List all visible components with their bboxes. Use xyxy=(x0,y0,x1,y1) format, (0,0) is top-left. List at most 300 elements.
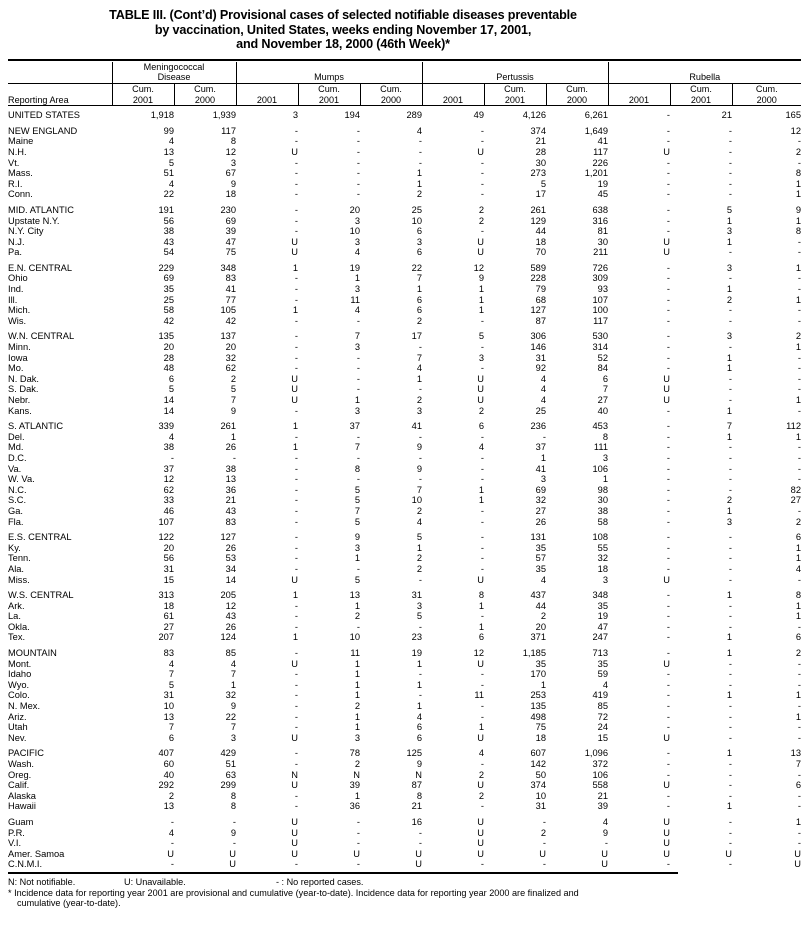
row-cell: 3 xyxy=(416,236,422,247)
row-cell: 51 xyxy=(163,168,174,179)
row-cell: 2 xyxy=(795,331,801,342)
row-cell: - xyxy=(728,732,732,743)
sub-line2: 2001 xyxy=(132,94,154,105)
row-cell: 6 xyxy=(795,532,801,543)
row-area-label: Minn. xyxy=(8,342,31,353)
row-cell: 28 xyxy=(163,352,174,363)
row-cell: 1,918 xyxy=(150,110,174,121)
row-area-label: Kans. xyxy=(8,405,32,416)
row-cell: U xyxy=(291,816,298,827)
row-cell: 6 xyxy=(416,722,422,733)
row-cell: 72 xyxy=(597,711,608,722)
row-cell: 2 xyxy=(354,759,360,769)
row-cell: 6 xyxy=(478,421,484,432)
table-row xyxy=(8,363,801,374)
sub-line1: Cum. xyxy=(690,83,712,94)
row-cell: 38 xyxy=(163,226,174,237)
row-cell: - xyxy=(418,827,422,838)
row-cell: - xyxy=(797,658,801,669)
row-area-label: C.N.M.I. xyxy=(8,859,43,870)
row-cell: - xyxy=(797,315,801,326)
table-row xyxy=(8,189,801,200)
row-cell: 10 xyxy=(349,226,360,237)
row-cell: 21 xyxy=(411,801,422,812)
row-cell: 6 xyxy=(795,632,801,643)
row-area-label: W.S. CENTRAL xyxy=(8,590,74,601)
row-cell: 4 xyxy=(416,125,422,136)
row-cell: 314 xyxy=(592,342,608,353)
row-cell: 27 xyxy=(597,395,608,405)
sub-line2: 2001 xyxy=(256,94,278,105)
row-cell: 10 xyxy=(535,790,546,801)
row-cell: 7 xyxy=(354,442,360,453)
row-cell: 1 xyxy=(354,553,360,564)
row-cell: 1 xyxy=(292,442,298,453)
row-cell: 6 xyxy=(416,226,422,237)
row-cell: - xyxy=(170,452,174,463)
row-cell: 41 xyxy=(535,463,546,474)
table-row xyxy=(8,464,801,475)
row-cell: 84 xyxy=(597,363,608,374)
row-cell: - xyxy=(294,294,298,305)
row-cell: 19 xyxy=(597,178,608,189)
row-cell: 1 xyxy=(795,711,801,722)
row-cell: - xyxy=(666,679,670,690)
table-row xyxy=(8,158,801,169)
group-header-blank xyxy=(8,62,112,84)
row-area-label: N. Mex. xyxy=(8,701,41,712)
row-cell: 4 xyxy=(540,384,546,395)
row-cell: 13 xyxy=(349,590,360,601)
row-cell: 106 xyxy=(592,769,608,780)
row-cell: 43 xyxy=(225,611,236,622)
row-cell: 247 xyxy=(592,632,608,643)
row-cell: 4 xyxy=(354,305,360,316)
row-cell: U xyxy=(477,247,484,258)
table-row xyxy=(8,237,801,248)
row-cell: - xyxy=(480,859,484,870)
row-cell: 13 xyxy=(163,801,174,812)
row-cell: 15 xyxy=(597,732,608,743)
table-row xyxy=(8,353,801,364)
row-area-label: N.Y. City xyxy=(8,226,44,237)
row-cell: - xyxy=(666,226,670,237)
row-cell: 1 xyxy=(726,505,732,516)
row-cell: - xyxy=(418,157,422,168)
table-row xyxy=(8,205,801,216)
row-cell: 107 xyxy=(592,294,608,305)
row-cell: 25 xyxy=(163,294,174,305)
row-cell: 9 xyxy=(795,204,801,215)
row-cell: 38 xyxy=(225,463,236,474)
row-cell: 230 xyxy=(220,204,236,215)
row-cell: - xyxy=(356,384,360,395)
row-cell: - xyxy=(797,838,801,849)
row-cell: - xyxy=(666,168,670,179)
row-cell: U xyxy=(477,395,484,405)
row-area-label: Utah xyxy=(8,722,28,733)
row-cell: 5 xyxy=(478,331,484,342)
row-cell: 11 xyxy=(474,690,484,701)
row-cell: - xyxy=(728,859,732,870)
row-cell: 38 xyxy=(597,505,608,516)
title-line-3: and November 18, 2000 (46th Week)* xyxy=(236,37,450,52)
sub-line1: Cum. xyxy=(755,83,778,94)
row-cell: - xyxy=(666,262,670,273)
sub-line2: 2001 xyxy=(690,94,712,105)
footnote-keys xyxy=(8,877,678,887)
row-cell: 7 xyxy=(602,384,608,395)
row-cell: 5 xyxy=(168,679,174,690)
row-cell: 85 xyxy=(597,701,608,712)
row-cell: - xyxy=(480,178,484,189)
row-cell: 81 xyxy=(597,226,608,237)
row-cell: 122 xyxy=(158,532,174,543)
row-cell: 1 xyxy=(292,421,298,432)
row-cell: - xyxy=(604,838,608,849)
row-cell: 4 xyxy=(354,247,360,258)
row-cell: 14 xyxy=(163,405,174,416)
row-cell: 1 xyxy=(726,648,732,659)
row-cell: U xyxy=(291,373,298,384)
row-cell: 82 xyxy=(790,484,801,495)
row-cell: 40 xyxy=(597,405,608,416)
row-cell: 6 xyxy=(416,305,422,316)
row-cell: 8 xyxy=(795,168,801,179)
row-cell: - xyxy=(728,790,732,801)
row-cell: 146 xyxy=(530,342,546,353)
row-cell: 37 xyxy=(349,421,360,432)
row-cell: 3 xyxy=(416,600,422,611)
row-cell: 306 xyxy=(530,331,546,342)
row-cell: U xyxy=(353,848,360,859)
row-cell: 46 xyxy=(163,505,174,516)
row-cell: 25 xyxy=(535,405,546,416)
group-header-pertussis xyxy=(422,62,608,84)
table-row xyxy=(8,859,801,870)
table-row xyxy=(8,553,801,564)
row-cell: 3 xyxy=(354,284,360,295)
row-cell: 2 xyxy=(354,701,360,712)
row-cell: 8 xyxy=(230,790,236,801)
row-cell: 10 xyxy=(411,215,422,226)
row-cell: - xyxy=(232,452,236,463)
row-cell: 62 xyxy=(163,484,174,495)
row-cell: 62 xyxy=(225,363,236,374)
row-cell: - xyxy=(418,838,422,849)
table-row xyxy=(8,543,801,554)
row-cell: - xyxy=(797,463,801,474)
row-cell: 2 xyxy=(726,495,732,506)
table-row xyxy=(8,442,801,453)
row-cell: 68 xyxy=(535,294,546,305)
row-cell: U xyxy=(663,658,670,669)
row-cell: - xyxy=(728,621,732,632)
row-cell: 32 xyxy=(225,352,236,363)
table-row xyxy=(8,179,801,190)
row-cell: - xyxy=(294,125,298,136)
row-cell: - xyxy=(666,405,670,416)
table-row xyxy=(8,432,801,443)
row-cell: 12 xyxy=(473,648,484,659)
row-cell: 3 xyxy=(726,226,732,237)
row-cell: 313 xyxy=(158,590,174,601)
row-cell: 5 xyxy=(540,178,546,189)
row-cell: 8 xyxy=(602,431,608,442)
row-cell: 69 xyxy=(163,273,174,284)
row-cell: 8 xyxy=(795,226,801,237)
row-cell: 1 xyxy=(726,215,732,226)
footnote-star xyxy=(8,888,678,909)
row-cell: 339 xyxy=(158,421,174,432)
row-area-label: Mont. xyxy=(8,658,32,669)
row-cell: 4 xyxy=(416,363,422,374)
row-cell: 1 xyxy=(795,542,801,553)
row-cell: - xyxy=(542,838,546,849)
row-area-label: D.C. xyxy=(8,452,27,463)
table-row xyxy=(8,263,801,274)
row-cell: 1 xyxy=(416,701,422,712)
table-row xyxy=(8,331,801,342)
footnote-star-cont: cumulative (year-to-date). xyxy=(17,898,121,909)
row-cell: - xyxy=(294,516,298,527)
column-header-rubella-cum-2000 xyxy=(732,84,801,106)
row-cell: - xyxy=(666,690,670,701)
row-cell: - xyxy=(542,859,546,870)
row-cell: U xyxy=(663,838,670,849)
row-cell: 77 xyxy=(225,294,236,305)
row-cell: 8 xyxy=(416,790,422,801)
row-cell: - xyxy=(294,679,298,690)
row-cell: U xyxy=(794,859,801,870)
row-cell: 371 xyxy=(530,632,546,643)
group-header-rubella xyxy=(608,62,801,84)
row-cell: - xyxy=(666,505,670,516)
row-area-label: S.C. xyxy=(8,495,27,506)
row-cell: - xyxy=(666,563,670,574)
row-cell: - xyxy=(666,532,670,543)
row-cell: 3 xyxy=(354,342,360,353)
row-cell: 31 xyxy=(163,690,174,701)
row-area-label: MID. ATLANTIC xyxy=(8,204,74,215)
row-cell: - xyxy=(666,342,670,353)
row-cell: 207 xyxy=(158,632,174,643)
row-cell: 31 xyxy=(411,590,422,601)
row-cell: 6,261 xyxy=(584,110,608,121)
row-cell: 1 xyxy=(416,658,422,669)
row-cell: 59 xyxy=(597,669,608,680)
row-cell: 32 xyxy=(535,495,546,506)
table-row xyxy=(8,284,801,295)
table-row xyxy=(8,126,801,137)
table-row xyxy=(8,817,801,828)
row-cell: 2 xyxy=(416,395,422,405)
row-cell: U xyxy=(291,732,298,743)
row-cell: - xyxy=(480,463,484,474)
table-row xyxy=(8,305,801,316)
row-cell: 165 xyxy=(785,110,801,121)
row-cell: - xyxy=(232,838,236,849)
row-cell: U xyxy=(663,236,670,247)
row-cell: - xyxy=(480,474,484,485)
row-area-label: S. ATLANTIC xyxy=(8,421,64,432)
row-cell: - xyxy=(480,669,484,680)
row-cell: - xyxy=(797,801,801,812)
row-cell: U xyxy=(291,658,298,669)
row-cell: - xyxy=(797,157,801,168)
row-area-label: Calif. xyxy=(8,780,30,791)
row-cell: - xyxy=(294,648,298,659)
footnotes xyxy=(8,877,678,909)
row-cell: - xyxy=(170,859,174,870)
row-area-label: Nebr. xyxy=(8,395,31,405)
row-cell: - xyxy=(356,859,360,870)
row-cell: 21 xyxy=(225,495,236,506)
row-cell: 2 xyxy=(478,204,484,215)
row-cell: - xyxy=(294,226,298,237)
row-cell: 211 xyxy=(593,247,608,258)
row-cell: 3 xyxy=(354,732,360,743)
row-cell: 35 xyxy=(163,284,174,295)
table-row xyxy=(8,669,801,680)
row-cell: 47 xyxy=(597,621,608,632)
row-cell: - xyxy=(294,600,298,611)
row-cell: 8 xyxy=(354,463,360,474)
row-cell: - xyxy=(728,484,732,495)
row-cell: 437 xyxy=(530,590,546,601)
row-cell: - xyxy=(294,431,298,442)
table-row xyxy=(8,770,801,781)
table-row xyxy=(8,680,801,691)
row-cell: U xyxy=(663,146,670,157)
row-cell: - xyxy=(797,405,801,416)
row-cell: - xyxy=(797,384,801,395)
row-cell: 5 xyxy=(354,516,360,527)
row-area-label: Ind. xyxy=(8,284,24,295)
row-cell: 7 xyxy=(230,395,236,405)
row-cell: 98 xyxy=(597,484,608,495)
row-cell: - xyxy=(666,621,670,632)
row-cell: - xyxy=(294,553,298,564)
row-cell: 111 xyxy=(593,442,608,453)
row-cell: - xyxy=(356,315,360,326)
row-cell: 33 xyxy=(163,495,174,506)
row-cell: 1 xyxy=(726,352,732,363)
row-cell: 13 xyxy=(225,474,236,485)
row-cell: - xyxy=(728,769,732,780)
row-area-label: N. Dak. xyxy=(8,373,39,384)
row-cell: - xyxy=(666,484,670,495)
row-cell: - xyxy=(418,136,422,147)
row-cell: U xyxy=(477,384,484,395)
row-cell: 4 xyxy=(540,373,546,384)
row-cell: 42 xyxy=(225,315,236,326)
row-cell: 30 xyxy=(597,236,608,247)
row-cell: 83 xyxy=(163,648,174,659)
row-cell: - xyxy=(356,168,360,179)
row-cell: - xyxy=(294,463,298,474)
row-cell: 17 xyxy=(411,331,422,342)
row-cell: 1 xyxy=(795,262,801,273)
row-cell: 20 xyxy=(349,204,360,215)
row-cell: U xyxy=(477,373,484,384)
row-cell: - xyxy=(480,532,484,543)
row-area-label: Idaho xyxy=(8,669,32,680)
row-cell: - xyxy=(666,136,670,147)
row-cell: - xyxy=(728,658,732,669)
row-cell: 1 xyxy=(726,801,732,812)
row-cell: 6 xyxy=(168,373,174,384)
column-header-pertussis-2001 xyxy=(422,84,484,106)
row-cell: 8 xyxy=(478,590,484,601)
table-row xyxy=(8,632,801,643)
row-cell: 3 xyxy=(602,574,608,585)
row-cell: - xyxy=(480,168,484,179)
row-cell: 41 xyxy=(225,284,236,295)
table-row xyxy=(8,780,801,791)
row-cell: U xyxy=(291,827,298,838)
table-row xyxy=(8,485,801,496)
row-area-label: Nev. xyxy=(8,732,27,743)
row-cell: 4 xyxy=(795,563,801,574)
row-area-label: Miss. xyxy=(8,574,30,585)
row-cell: - xyxy=(294,701,298,712)
row-cell: 3 xyxy=(354,405,360,416)
row-cell: - xyxy=(666,632,670,643)
row-cell: 1 xyxy=(795,342,801,353)
row-cell: 4 xyxy=(168,136,174,147)
row-cell: - xyxy=(418,146,422,157)
row-cell: N xyxy=(415,769,422,780)
row-cell: 229 xyxy=(158,262,174,273)
row-cell: U xyxy=(663,848,670,859)
group-header-mumps xyxy=(236,62,422,84)
footnote-dash: - : No reported cases. xyxy=(276,876,364,887)
row-cell: 6 xyxy=(416,247,422,258)
row-cell: - xyxy=(666,125,670,136)
sub-line1: Cum. xyxy=(132,83,154,94)
row-cell: - xyxy=(666,273,670,284)
row-cell: 429 xyxy=(220,748,236,759)
row-cell: 374 xyxy=(530,780,546,791)
table-row xyxy=(8,342,801,353)
row-cell: U xyxy=(663,574,670,585)
row-cell: U xyxy=(477,848,484,859)
row-cell: 4 xyxy=(602,816,608,827)
row-cell: - xyxy=(797,474,801,485)
row-cell: 1,939 xyxy=(212,110,236,121)
row-cell: - xyxy=(797,790,801,801)
row-cell: - xyxy=(480,679,484,690)
row-cell: - xyxy=(728,816,732,827)
disease-group-header-row xyxy=(8,62,801,84)
row-cell: 30 xyxy=(597,495,608,506)
row-cell: 1 xyxy=(292,590,298,601)
row-cell: 638 xyxy=(592,204,608,215)
column-header-mening-cum-2000 xyxy=(174,84,236,106)
row-cell: 39 xyxy=(597,801,608,812)
row-cell: 726 xyxy=(592,262,608,273)
row-cell: 348 xyxy=(592,590,608,601)
row-cell: - xyxy=(666,600,670,611)
row-cell: 2 xyxy=(478,769,484,780)
row-cell: 14 xyxy=(225,574,236,585)
row-cell: 93 xyxy=(597,284,608,295)
row-cell: 26 xyxy=(535,516,546,527)
row-cell: - xyxy=(666,722,670,733)
row-cell: - xyxy=(418,669,422,680)
column-header-mening-cum-2001 xyxy=(112,84,174,106)
